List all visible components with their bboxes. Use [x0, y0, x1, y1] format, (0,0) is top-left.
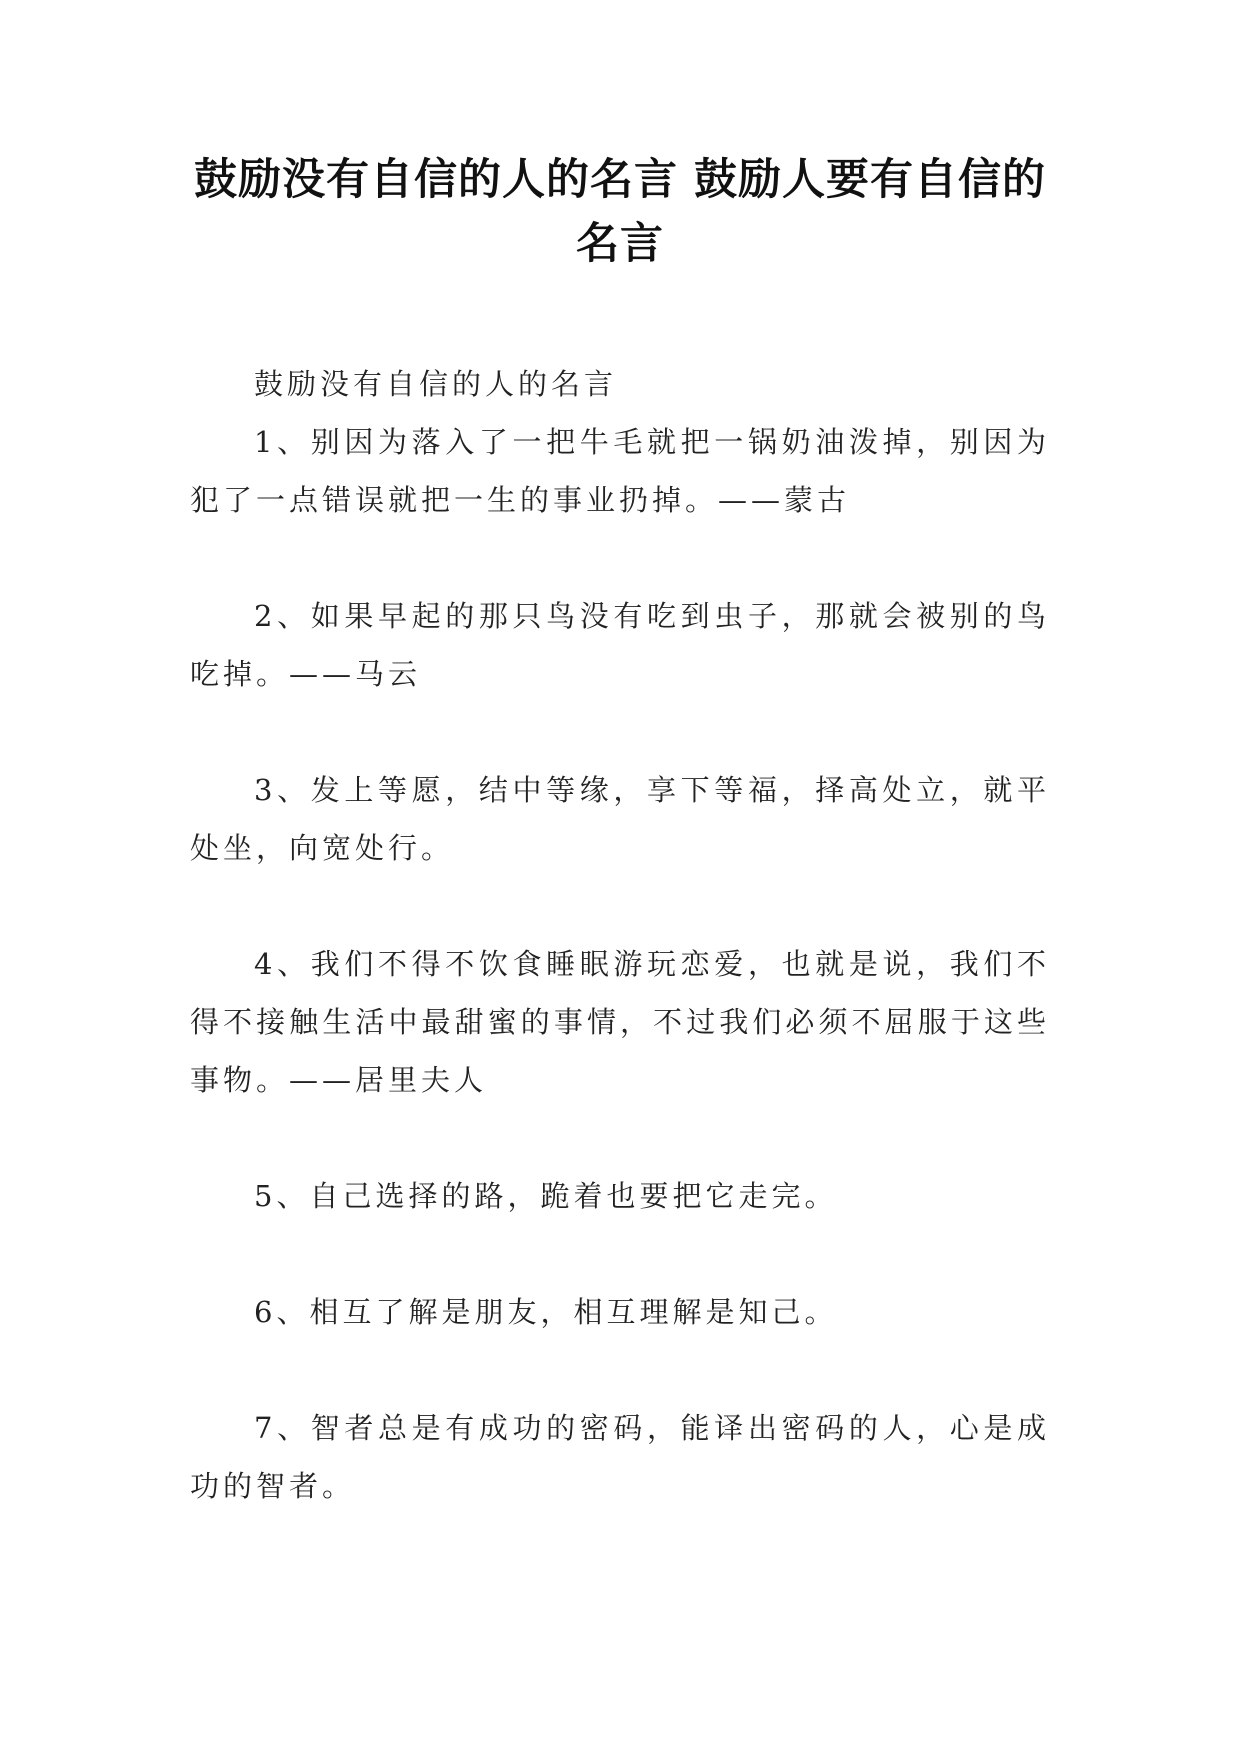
document-title: 鼓励没有自信的人的名言 鼓励人要有自信的名言: [194, 155, 1046, 269]
quote-paragraph-5: 5、自己选择的路，跪着也要把它走完。: [254, 1179, 838, 1213]
quote-paragraph-4: 4、我们不得不饮食睡眠游玩恋爱，也就是说，我们不得不接触生活中最甜蜜的事情，不过我们必须不屈服于这些事物。——居里夫人: [190, 947, 1050, 1097]
quote-paragraph-7: 7、智者总是有成功的密码，能译出密码的人，心是成功的智者。: [190, 1411, 1050, 1503]
document-body: [190, 355, 1050, 1573]
quote-paragraph-1: 1、别因为落入了一把牛毛就把一锅奶油泼掉，别因为犯了一点错误就把一生的事业扔掉。——蒙古: [190, 425, 1050, 517]
quote-paragraph-2: 2、如果早起的那只鸟没有吃到虫子，那就会被别的鸟吃掉。——马云: [190, 599, 1050, 691]
quote-paragraph-3: 3、发上等愿，结中等缘，享下等福，择高处立，就平处坐，向宽处行。: [190, 773, 1050, 865]
section-heading: 鼓励没有自信的人的名言: [254, 367, 618, 401]
quote-paragraph-6: 6、相互了解是朋友，相互理解是知己。: [254, 1295, 838, 1329]
